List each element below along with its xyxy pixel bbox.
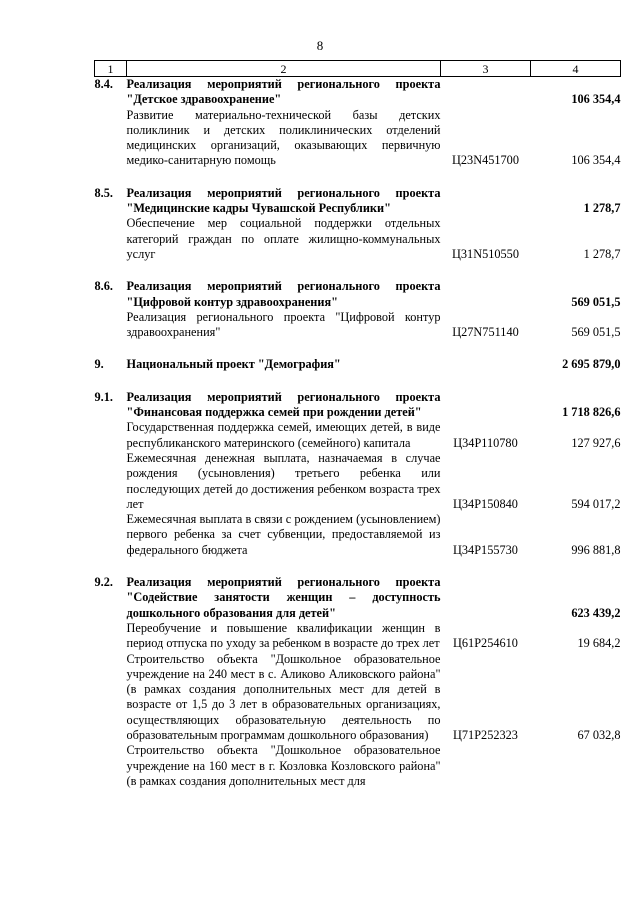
- spacer-cell: [441, 373, 531, 390]
- section-row: [95, 357, 621, 372]
- item-amount: 996 881,8: [571, 542, 621, 557]
- section-amount: 623 439,2: [571, 605, 621, 620]
- section-row: [95, 186, 621, 217]
- section-amount: 569 051,5: [571, 294, 621, 309]
- spacer-cell: [531, 373, 621, 390]
- section-title: Реализация мероприятий регионального проекта "Цифровой контур здравоохранения": [126, 279, 441, 309]
- section-number: 8.5.: [94, 185, 113, 200]
- spacer-cell: [531, 169, 621, 186]
- spacer-cell: [95, 262, 127, 279]
- section-amount: 1 718 826,6: [562, 405, 621, 420]
- header-col-2: 2: [127, 61, 441, 77]
- item-row: [95, 310, 621, 341]
- section-code: [441, 357, 531, 372]
- spacer-cell: [531, 558, 621, 575]
- item-row: [95, 420, 621, 451]
- section-code: [441, 77, 531, 108]
- section-code: [441, 186, 531, 217]
- item-amount: 569 051,5: [571, 325, 621, 340]
- spacer-cell: [95, 373, 127, 390]
- item-row: [95, 512, 621, 558]
- item-text: Ежемесячная выплата в связи с рождением (усыновлением) первого ребенка за счет субвенции, предоставляемой из федерального бюджета: [126, 512, 441, 557]
- spacer-cell: [127, 340, 441, 357]
- item-amount: 106 354,4: [571, 153, 621, 168]
- section-amount: 1 278,7: [583, 201, 621, 216]
- item-amount: 1 278,7: [583, 246, 621, 261]
- section-title: Национальный проект "Демография": [126, 357, 341, 372]
- row-spacer: [95, 340, 621, 357]
- section-number: 9.2.: [94, 575, 113, 590]
- item-row: [95, 652, 621, 744]
- item-row: [95, 108, 621, 169]
- section-row: [95, 279, 621, 310]
- row-spacer: [95, 262, 621, 279]
- section-row: [95, 77, 621, 108]
- item-amount: 594 017,2: [571, 496, 621, 511]
- header-col-4: 4: [531, 61, 621, 77]
- item-code: Ц34P150840: [453, 496, 518, 511]
- spacer-cell: [531, 340, 621, 357]
- section-number: 8.4.: [94, 77, 113, 91]
- item-row: [95, 216, 621, 262]
- spacer-cell: [127, 373, 441, 390]
- item-text: Строительство объекта "Дошкольное образовательное учреждение на 160 мест в г. Козловка Козловского района" (в рамках создания дополнительных мест для: [126, 743, 441, 788]
- spacer-cell: [127, 262, 441, 279]
- spacer-cell: [95, 169, 127, 186]
- spacer-cell: [127, 558, 441, 575]
- section-number: 9.: [94, 357, 104, 372]
- header-col-1: 1: [95, 61, 127, 77]
- item-code: Ц34P155730: [453, 542, 518, 557]
- item-amount: 19 684,2: [577, 636, 621, 651]
- item-code: [441, 743, 531, 789]
- item-text: Строительство объекта "Дошкольное образовательное учреждение на 240 мест в с. Аликово Аликовского района" (в рамках создания дополнительных мест для детей в возрасте от 1,5 до 3 лет в образовательных организациях, осуществляющих образовательную деятельность по образовательным программам дошкольного образования): [126, 651, 441, 742]
- section-row: [95, 390, 621, 421]
- section-amount: 106 354,4: [571, 92, 621, 107]
- spacer-cell: [127, 169, 441, 186]
- item-code: Ц27N751140: [452, 325, 519, 340]
- section-title: Реализация мероприятий регионального проекта "Финансовая поддержка семей при рождении детей": [126, 389, 441, 420]
- section-number: 8.6.: [94, 279, 113, 294]
- row-spacer: [95, 373, 621, 390]
- section-title: Реализация мероприятий регионального проекта "Детское здравоохранение": [126, 77, 441, 107]
- item-text: Развитие материально-технической базы детских поликлиник и детских поликлинических отделений медицинских организаций, оказывающих первичную медико-санитарную помощь: [126, 107, 441, 168]
- item-text: Государственная поддержка семей, имеющих детей, в виде республиканского материнского (семейного) капитала: [126, 420, 441, 450]
- row-spacer: [95, 169, 621, 186]
- item-text: Ежемесячная денежная выплата, назначаемая в случае рождения (усыновления) третьего ребенка или последующих детей до достижения ребенком возраста трех лет: [126, 450, 441, 511]
- item-row: [95, 451, 621, 512]
- item-amount: 67 032,8: [577, 727, 621, 742]
- table-header-row: [95, 61, 621, 77]
- spacer-cell: [441, 340, 531, 357]
- item-code: Ц23N451700: [452, 153, 519, 168]
- spacer-cell: [441, 558, 531, 575]
- item-row: [95, 743, 621, 789]
- item-code: Ц71P252323: [453, 727, 518, 742]
- section-title: Реализация мероприятий регионального проекта "Содействие занятости женщин – доступность дошкольного образования для детей": [126, 575, 441, 620]
- page-number: 8: [316, 38, 324, 53]
- section-number: 9.1.: [94, 389, 113, 404]
- item-code: Ц31N510550: [452, 246, 519, 261]
- section-title: Реализация мероприятий регионального проекта "Медицинские кадры Чувашской Республики": [126, 185, 441, 216]
- item-amount: 127 927,6: [571, 435, 621, 450]
- header-col-3: 3: [441, 61, 531, 77]
- section-amount: 2 695 879,0: [562, 357, 621, 372]
- spacer-cell: [441, 262, 531, 279]
- budget-table: [94, 60, 621, 789]
- spacer-cell: [95, 340, 127, 357]
- section-code: [441, 390, 531, 421]
- section-code: [441, 279, 531, 310]
- spacer-cell: [441, 169, 531, 186]
- row-spacer: [95, 558, 621, 575]
- section-row: [95, 575, 621, 621]
- item-text: Обеспечение мер социальной поддержки отдельных категорий граждан по оплате жилищно-коммунальных услуг: [126, 216, 441, 261]
- item-text: Переобучение и повышение квалификации женщин в период отпуска по уходу за ребенком в возрасте до трех лет: [126, 620, 441, 651]
- item-row: [95, 621, 621, 652]
- item-text: Реализация регионального проекта "Цифровой контур здравоохранения": [126, 309, 441, 340]
- item-code: Ц61P254610: [453, 636, 518, 651]
- spacer-cell: [531, 262, 621, 279]
- spacer-cell: [95, 558, 127, 575]
- item-amount: [531, 743, 621, 789]
- section-code: [441, 575, 531, 621]
- item-code: Ц34P110780: [453, 435, 518, 450]
